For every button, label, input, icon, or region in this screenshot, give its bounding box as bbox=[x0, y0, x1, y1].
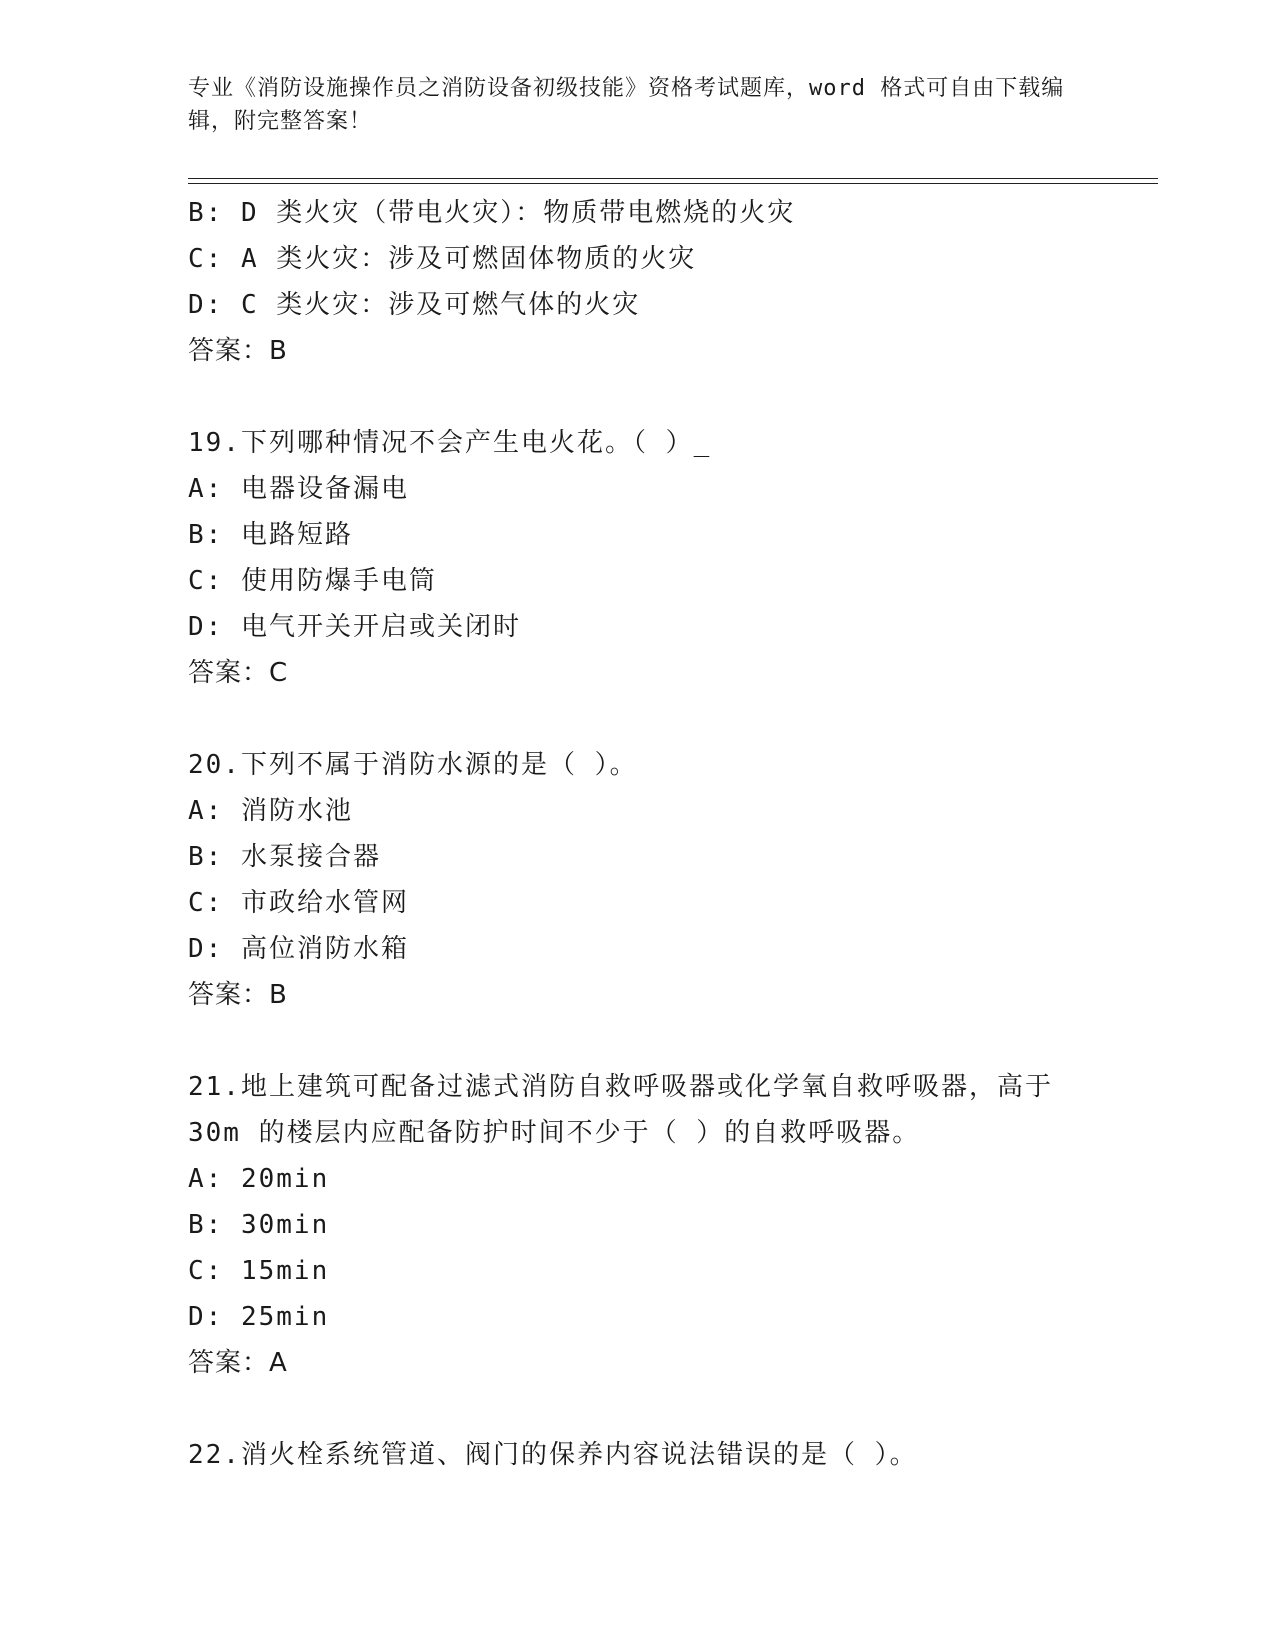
option-a: A: 消防水池 bbox=[188, 796, 353, 826]
option-c: C: 15min bbox=[188, 1256, 330, 1286]
answer: 答案：B bbox=[188, 336, 288, 366]
option-d: D: 高位消防水箱 bbox=[188, 934, 409, 964]
question-stem-line-2: 30m 的楼层内应配备防护时间不少于（ ）的自救呼吸器。 bbox=[188, 1118, 921, 1148]
option-d: D: 电气开关开启或关闭时 bbox=[188, 612, 521, 642]
answer: 答案：B bbox=[188, 980, 288, 1010]
option-c: C: A 类火灾：涉及可燃固体物质的火灾 bbox=[188, 244, 697, 274]
answer: 答案：C bbox=[188, 658, 289, 688]
option-a: A: 电器设备漏电 bbox=[188, 474, 409, 504]
option-b: B: 30min bbox=[188, 1210, 330, 1240]
option-b: B: 电路短路 bbox=[188, 520, 353, 550]
question-21 bbox=[188, 1064, 1088, 1386]
option-d: D: C 类火灾：涉及可燃气体的火灾 bbox=[188, 290, 641, 320]
question-22 bbox=[188, 1432, 1088, 1478]
option-d: D: 25min bbox=[188, 1302, 330, 1332]
header-divider-top bbox=[188, 178, 1158, 179]
question-stem: 20.下列不属于消防水源的是（ ）。 bbox=[188, 750, 638, 780]
answer: 答案：A bbox=[188, 1348, 288, 1378]
question-stem-line-1: 21.地上建筑可配备过滤式消防自救呼吸器或化学氧自救呼吸器，高于 bbox=[188, 1072, 1053, 1102]
document-header: 专业《消防设施操作员之消防设备初级技能》资格考试题库，word 格式可自由下载编辑，附完整答案！ bbox=[188, 76, 1065, 134]
option-b: B: D 类火灾（带电火灾）：物质带电燃烧的火灾 bbox=[188, 198, 796, 228]
option-b: B: 水泵接合器 bbox=[188, 842, 381, 872]
option-c: C: 使用防爆手电筒 bbox=[188, 566, 437, 596]
document-body bbox=[188, 190, 1088, 1478]
question-20 bbox=[188, 742, 1088, 1018]
header-divider-bottom bbox=[188, 183, 1158, 184]
question-19 bbox=[188, 420, 1088, 696]
option-c: C: 市政给水管网 bbox=[188, 888, 409, 918]
option-a: A: 20min bbox=[188, 1164, 330, 1194]
question-stem: 19.下列哪种情况不会产生电火花。（ ）_ bbox=[188, 428, 712, 458]
question-stem: 22.消火栓系统管道、阀门的保养内容说法错误的是（ ）。 bbox=[188, 1440, 918, 1470]
question-prev bbox=[188, 190, 1088, 374]
